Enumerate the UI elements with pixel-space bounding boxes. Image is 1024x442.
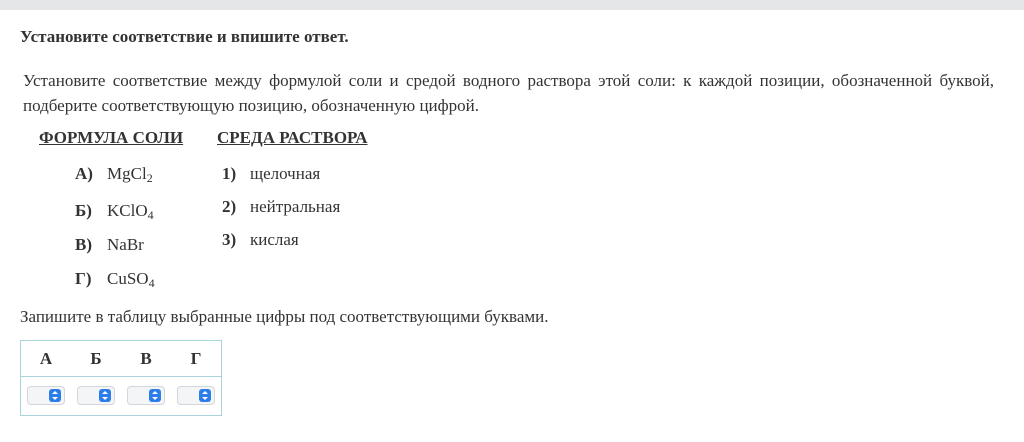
answer-header-a: А <box>21 341 72 377</box>
salt-formula: KClO$_4$ <box>107 201 154 222</box>
task-text: Установите соответствие между формулой соли и средой водного раствора этой соли: к каждой позиции, обозначенной буквой, подберите соответствующую позицию, обозначенную цифрой. <box>23 71 994 115</box>
salt-item-g <box>75 268 155 290</box>
select-arrows-icon <box>199 389 211 402</box>
answer-select-a[interactable] <box>27 386 65 405</box>
instruction-text: Запишите в таблицу выбранные цифры под соответствующими буквами. <box>20 307 549 326</box>
select-arrows-icon <box>149 389 161 402</box>
salt-letter: В) <box>75 235 92 254</box>
medium-item-2 <box>222 196 341 218</box>
answer-select-g[interactable] <box>177 386 215 405</box>
answer-cell-v <box>121 377 171 416</box>
select-arrows-icon <box>49 389 61 402</box>
answer-header-g: Г <box>171 341 222 377</box>
answer-select-v[interactable] <box>127 386 165 405</box>
medium-item-3 <box>222 229 299 251</box>
answer-select-b[interactable] <box>77 386 115 405</box>
medium-number: 1) <box>222 164 237 183</box>
answer-cell-g <box>171 377 222 416</box>
salt-letter: Б) <box>75 201 92 220</box>
salt-letter: А) <box>75 164 93 183</box>
answer-cell-a <box>21 377 72 416</box>
answer-cell-b <box>71 377 121 416</box>
medium-label: нейтральная <box>250 197 341 216</box>
medium-label: кислая <box>250 230 299 249</box>
salt-formula: NaBr <box>107 235 144 254</box>
answer-header-v: В <box>121 341 171 377</box>
salt-item-a <box>75 163 153 185</box>
salt-formula: MgCl$_2$ <box>107 164 153 185</box>
salt-item-v <box>75 234 144 256</box>
medium-label: щелочная <box>250 164 321 183</box>
answer-header-b: Б <box>71 341 121 377</box>
salt-item-b <box>75 200 154 222</box>
medium-item-1 <box>222 163 321 185</box>
salt-formula-header: ФОРМУЛА СОЛИ <box>39 128 184 147</box>
select-arrows-icon <box>99 389 111 402</box>
salt-formula: CuSO$_4$ <box>107 269 155 290</box>
salt-letter: Г) <box>75 269 92 288</box>
medium-number: 3) <box>222 230 237 249</box>
question-heading: Установите соответствие и впишите ответ. <box>20 27 349 46</box>
solution-medium-header: СРЕДА РАСТВОРА <box>217 128 368 147</box>
medium-number: 2) <box>222 197 237 216</box>
answer-table <box>20 340 222 416</box>
top-bar <box>0 0 1024 10</box>
